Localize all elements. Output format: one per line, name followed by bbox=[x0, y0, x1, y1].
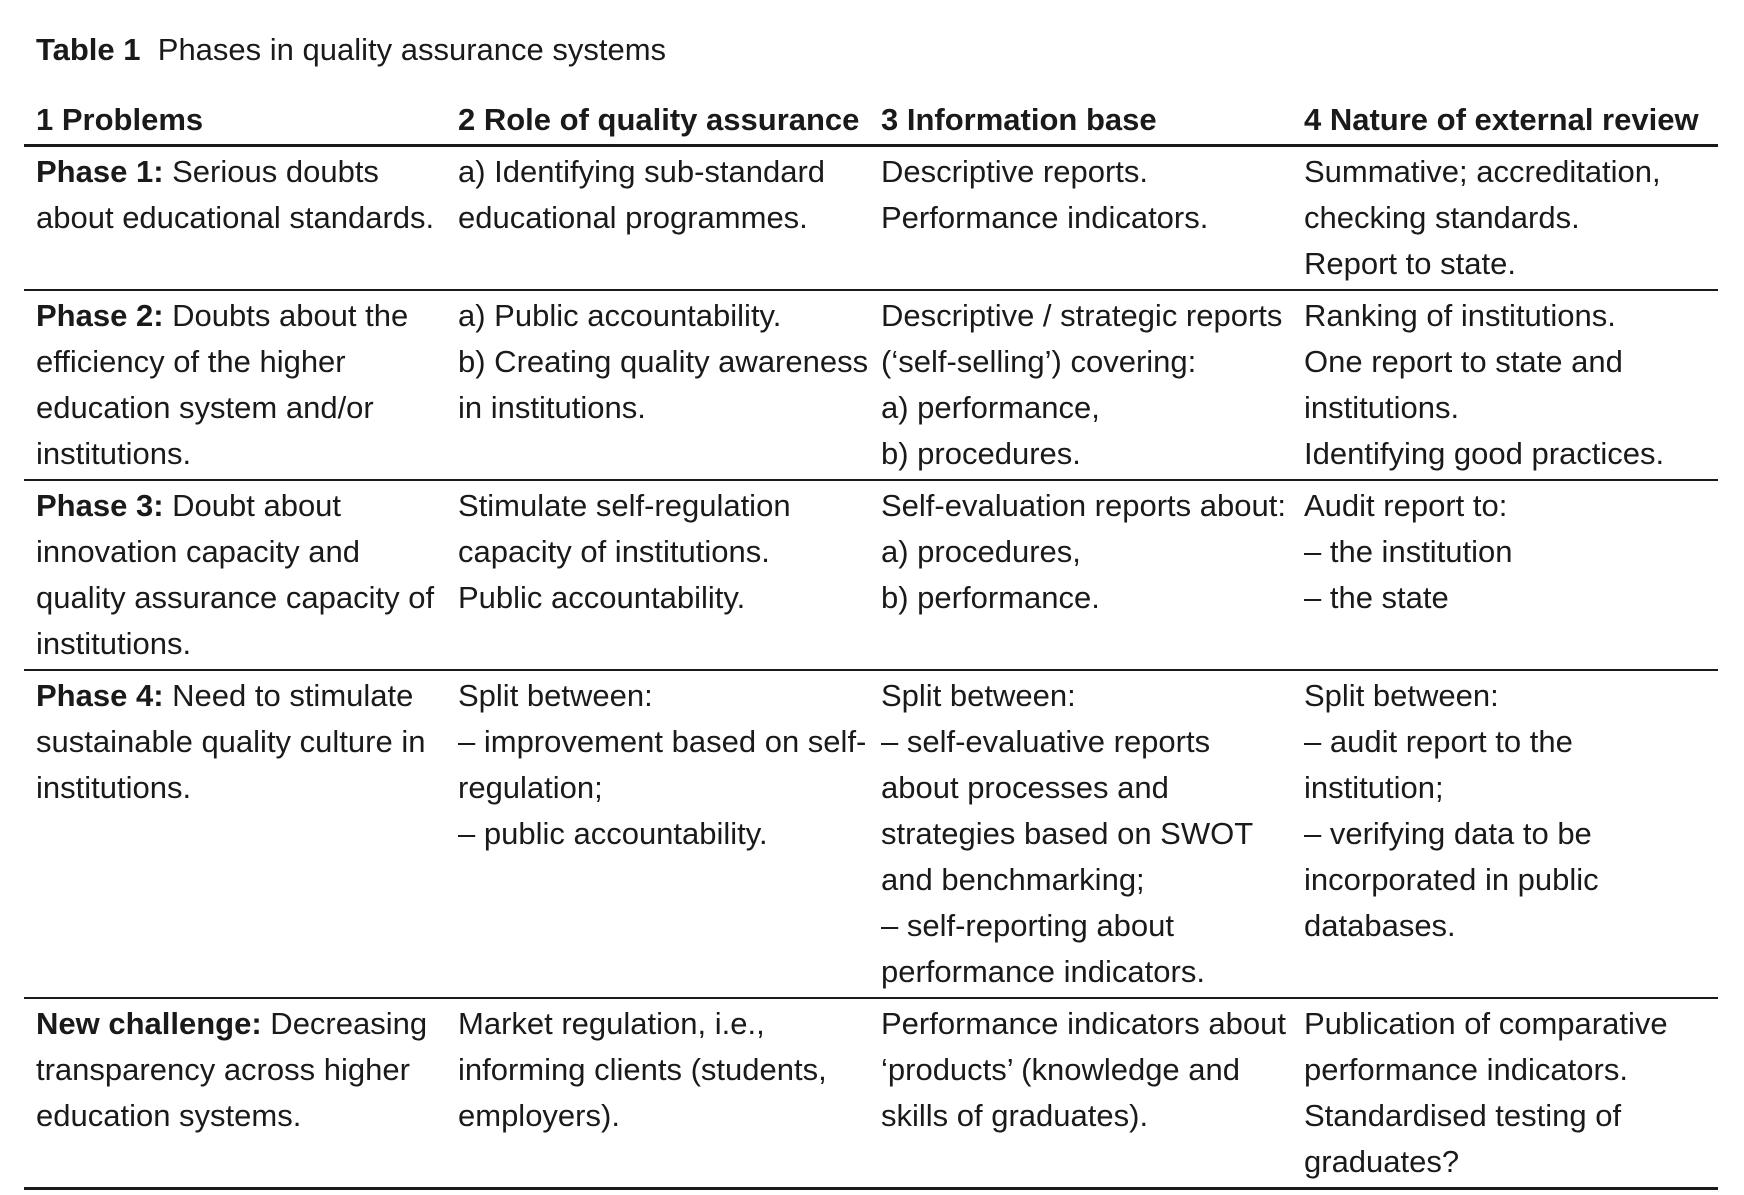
cell-line: – the institution bbox=[1304, 534, 1513, 569]
cell-role bbox=[446, 293, 869, 477]
table-row bbox=[24, 291, 1718, 481]
table-row bbox=[24, 999, 1718, 1190]
cell-information-base bbox=[869, 293, 1292, 477]
cell-line: ‘products’ (knowledge and bbox=[881, 1052, 1241, 1087]
cell-line: a) performance, bbox=[881, 390, 1100, 425]
table-caption bbox=[36, 28, 666, 72]
cell-line: – public accountability. bbox=[458, 816, 768, 851]
cell-line: quality assurance capacity of bbox=[36, 580, 435, 615]
header-problems: 1 Problems bbox=[36, 102, 204, 137]
phase-label: Phase 2: bbox=[36, 298, 164, 333]
cell-line: Standardised testing of bbox=[1304, 1098, 1622, 1133]
cell-line: b) performance. bbox=[881, 580, 1100, 615]
table-row bbox=[24, 147, 1718, 291]
cell-external-review bbox=[1292, 1001, 1718, 1185]
cell-line: institutions. bbox=[36, 770, 192, 805]
cell-problem bbox=[24, 1001, 446, 1185]
cell-line: institutions. bbox=[36, 626, 192, 661]
cell-problem bbox=[24, 293, 446, 477]
table-row bbox=[24, 481, 1718, 671]
cell-external-review bbox=[1292, 293, 1718, 477]
phase-label: Phase 3: bbox=[36, 488, 164, 523]
phase-label: New challenge: bbox=[36, 1006, 262, 1041]
cell-line: a) procedures, bbox=[881, 534, 1081, 569]
cell-line: Performance indicators about bbox=[881, 1006, 1286, 1041]
cell-line: – self-evaluative reports bbox=[881, 724, 1211, 759]
cell-line: b) procedures. bbox=[881, 436, 1081, 471]
cell-line: Descriptive / strategic reports bbox=[881, 298, 1283, 333]
cell-problem bbox=[24, 149, 446, 287]
cell-line: incorporated in public bbox=[1304, 862, 1599, 897]
cell-line: One report to state and bbox=[1304, 344, 1623, 379]
cell-line: transparency across higher bbox=[36, 1052, 410, 1087]
cell-line: a) Identifying sub-standard bbox=[458, 154, 826, 189]
cell-line: employers). bbox=[458, 1098, 620, 1133]
cell-line: databases. bbox=[1304, 908, 1456, 943]
cell-line: skills of graduates). bbox=[881, 1098, 1149, 1133]
cell-line: Descriptive reports. bbox=[881, 154, 1149, 189]
cell-line: (‘self-selling’) covering: bbox=[881, 344, 1197, 379]
cell-information-base bbox=[869, 673, 1292, 995]
cell-line: educational programmes. bbox=[458, 200, 808, 235]
cell-line: Ranking of institutions. bbox=[1304, 298, 1616, 333]
header-external-review: 4 Nature of external review bbox=[1304, 102, 1699, 137]
cell-line: education systems. bbox=[36, 1098, 302, 1133]
table-title: Phases in quality assurance systems bbox=[157, 32, 667, 67]
cell-line: Split between: bbox=[1304, 678, 1499, 713]
cell-line: in institutions. bbox=[458, 390, 646, 425]
cell-line: sustainable quality culture in bbox=[36, 724, 426, 759]
cell-line: education system and/or bbox=[36, 390, 374, 425]
cell-information-base bbox=[869, 483, 1292, 667]
cell-line: Report to state. bbox=[1304, 246, 1516, 281]
cell-line: Phase 2: Doubts about the bbox=[36, 298, 409, 333]
cell-line: Market regulation, i.e., bbox=[458, 1006, 765, 1041]
cell-line: – audit report to the bbox=[1304, 724, 1573, 759]
cell-role bbox=[446, 483, 869, 667]
cell-line: Self-evaluation reports about: bbox=[881, 488, 1286, 523]
cell-line: institutions. bbox=[36, 436, 192, 471]
cell-role bbox=[446, 1001, 869, 1185]
cell-line: Publication of comparative bbox=[1304, 1006, 1668, 1041]
cell-line: a) Public accountability. bbox=[458, 298, 782, 333]
cell-line: graduates? bbox=[1304, 1144, 1460, 1179]
cell-line: institutions. bbox=[1304, 390, 1460, 425]
cell-problem bbox=[24, 673, 446, 995]
cell-line: Performance indicators. bbox=[881, 200, 1209, 235]
cell-line: capacity of institutions. bbox=[458, 534, 770, 569]
cell-line: – verifying data to be bbox=[1304, 816, 1592, 851]
cell-line: about educational standards. bbox=[36, 200, 435, 235]
cell-line: regulation; bbox=[458, 770, 603, 805]
table-header-row bbox=[24, 96, 1718, 147]
cell-line: Summative; accreditation, bbox=[1304, 154, 1661, 189]
cell-line: b) Creating quality awareness bbox=[458, 344, 869, 379]
cell-external-review bbox=[1292, 149, 1718, 287]
cell-information-base bbox=[869, 149, 1292, 287]
phase-label: Phase 4: bbox=[36, 678, 164, 713]
header-role: 2 Role of quality assurance bbox=[458, 102, 860, 137]
cell-role bbox=[446, 673, 869, 995]
cell-line: and benchmarking; bbox=[881, 862, 1145, 897]
cell-line: informing clients (students, bbox=[458, 1052, 827, 1087]
cell-line: Audit report to: bbox=[1304, 488, 1508, 523]
cell-line: performance indicators. bbox=[1304, 1052, 1628, 1087]
cell-line: Identifying good practices. bbox=[1304, 436, 1665, 471]
cell-line: – improvement based on self- bbox=[458, 724, 867, 759]
cell-line: Phase 1: Serious doubts bbox=[36, 154, 379, 189]
cell-line: performance indicators. bbox=[881, 954, 1205, 989]
cell-line: – self-reporting about bbox=[881, 908, 1174, 943]
cell-line: Public accountability. bbox=[458, 580, 746, 615]
cell-external-review bbox=[1292, 483, 1718, 667]
phase-label: Phase 1: bbox=[36, 154, 164, 189]
cell-information-base bbox=[869, 1001, 1292, 1185]
cell-line: efficiency of the higher bbox=[36, 344, 346, 379]
cell-line: strategies based on SWOT bbox=[881, 816, 1254, 851]
cell-line: innovation capacity and bbox=[36, 534, 361, 569]
cell-problem bbox=[24, 483, 446, 667]
cell-line: Phase 4: Need to stimulate bbox=[36, 678, 414, 713]
cell-line: about processes and bbox=[881, 770, 1169, 805]
table-number: Table 1 bbox=[36, 32, 141, 67]
cell-line: Stimulate self-regulation bbox=[458, 488, 791, 523]
cell-line: Split between: bbox=[458, 678, 653, 713]
table-row bbox=[24, 671, 1718, 999]
cell-line: Split between: bbox=[881, 678, 1076, 713]
cell-line: Phase 3: Doubt about bbox=[36, 488, 342, 523]
cell-role bbox=[446, 149, 869, 287]
cell-line: institution; bbox=[1304, 770, 1444, 805]
cell-line: – the state bbox=[1304, 580, 1449, 615]
cell-line: checking standards. bbox=[1304, 200, 1580, 235]
header-information-base: 3 Information base bbox=[881, 102, 1157, 137]
cell-external-review bbox=[1292, 673, 1718, 995]
quality-assurance-table bbox=[24, 96, 1718, 1190]
cell-line: New challenge: Decreasing bbox=[36, 1006, 428, 1041]
table-body bbox=[24, 147, 1718, 1190]
